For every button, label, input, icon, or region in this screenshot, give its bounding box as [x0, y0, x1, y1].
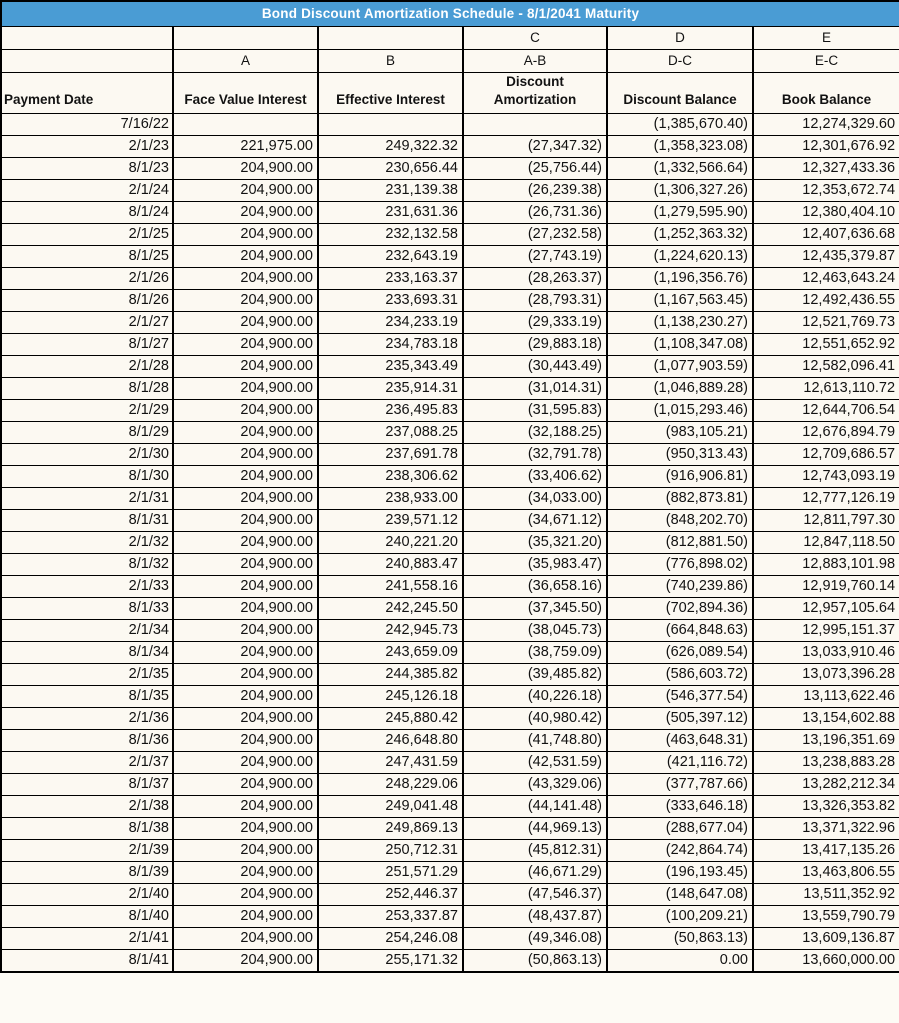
cell-payment-date: 8/1/39: [1, 861, 173, 883]
cell-face-value-interest: 204,900.00: [173, 905, 318, 927]
header-payment-date: Payment Date: [1, 72, 173, 113]
cell-book-balance: 12,676,894.79: [753, 421, 899, 443]
cell-payment-date: 2/1/29: [1, 399, 173, 421]
table-row: [1, 201, 899, 223]
cell-book-balance: 12,380,404.10: [753, 201, 899, 223]
cell-discount-amortization: (34,033.00): [463, 487, 607, 509]
cell-effective-interest: 245,880.42: [318, 707, 463, 729]
cell-effective-interest: 232,132.58: [318, 223, 463, 245]
cell-discount-amortization: (31,014.31): [463, 377, 607, 399]
cell-face-value-interest: 204,900.00: [173, 355, 318, 377]
cell-book-balance: 12,743,093.19: [753, 465, 899, 487]
cell-payment-date: 2/1/36: [1, 707, 173, 729]
cell-effective-interest: 240,221.20: [318, 531, 463, 553]
cell-face-value-interest: 204,900.00: [173, 861, 318, 883]
table-row: [1, 509, 899, 531]
cell-discount-balance: (983,105.21): [607, 421, 753, 443]
cell-face-value-interest: 204,900.00: [173, 531, 318, 553]
cell-discount-balance: (288,677.04): [607, 817, 753, 839]
cell-effective-interest: 233,693.31: [318, 289, 463, 311]
cell-discount-amortization: (48,437.87): [463, 905, 607, 927]
formula-cell-b: B: [318, 49, 463, 72]
cell-discount-balance: (1,167,563.45): [607, 289, 753, 311]
cell-discount-amortization: (40,980.42): [463, 707, 607, 729]
cell-face-value-interest: 204,900.00: [173, 223, 318, 245]
cell-book-balance: 12,463,643.24: [753, 267, 899, 289]
cell-discount-balance: (505,397.12): [607, 707, 753, 729]
table-row: [1, 795, 899, 817]
table-row: [1, 399, 899, 421]
cell-discount-amortization: (41,748.80): [463, 729, 607, 751]
table-row: [1, 553, 899, 575]
cell-face-value-interest: 204,900.00: [173, 245, 318, 267]
cell-discount-amortization: (43,329.06): [463, 773, 607, 795]
header-face-value-interest: Face Value Interest: [173, 72, 318, 113]
cell-effective-interest: 249,869.13: [318, 817, 463, 839]
header-discount-balance: Discount Balance: [607, 72, 753, 113]
cell-discount-balance: (882,873.81): [607, 487, 753, 509]
cell-discount-balance: (776,898.02): [607, 553, 753, 575]
cell-discount-amortization: (38,045.73): [463, 619, 607, 641]
cell-discount-amortization: (40,226.18): [463, 685, 607, 707]
header-discount-amortization: Discount Amortization: [463, 72, 607, 113]
cell-effective-interest: 239,571.12: [318, 509, 463, 531]
table-row: [1, 223, 899, 245]
cell-discount-amortization: (38,759.09): [463, 641, 607, 663]
cell-face-value-interest: 204,900.00: [173, 179, 318, 201]
cell-book-balance: 12,883,101.98: [753, 553, 899, 575]
cell-payment-date: 2/1/35: [1, 663, 173, 685]
header-book-balance: Book Balance: [753, 72, 899, 113]
cell-face-value-interest: 204,900.00: [173, 311, 318, 333]
cell-book-balance: 13,073,396.28: [753, 663, 899, 685]
cell-face-value-interest: 204,900.00: [173, 729, 318, 751]
cell-discount-balance: (242,864.74): [607, 839, 753, 861]
table-row: [1, 289, 899, 311]
cell-payment-date: 8/1/34: [1, 641, 173, 663]
cell-book-balance: 12,644,706.54: [753, 399, 899, 421]
cell-payment-date: 2/1/28: [1, 355, 173, 377]
cell-effective-interest: 230,656.44: [318, 157, 463, 179]
column-letter-row-1: [1, 26, 899, 49]
cell-discount-balance: (586,603.72): [607, 663, 753, 685]
cell-payment-date: 8/1/35: [1, 685, 173, 707]
cell-discount-amortization: (34,671.12): [463, 509, 607, 531]
cell-payment-date: 2/1/25: [1, 223, 173, 245]
cell-effective-interest: 241,558.16: [318, 575, 463, 597]
cell-effective-interest: 244,385.82: [318, 663, 463, 685]
cell-face-value-interest: 204,900.00: [173, 575, 318, 597]
table-row: [1, 949, 899, 972]
cell-effective-interest: 235,914.31: [318, 377, 463, 399]
cell-face-value-interest: 204,900.00: [173, 883, 318, 905]
cell-face-value-interest: 204,900.00: [173, 487, 318, 509]
table-row: [1, 311, 899, 333]
cell-book-balance: 13,511,352.92: [753, 883, 899, 905]
cell-effective-interest: 253,337.87: [318, 905, 463, 927]
cell-discount-balance: (1,252,363.32): [607, 223, 753, 245]
cell-payment-date: 8/1/38: [1, 817, 173, 839]
cell-face-value-interest: 204,900.00: [173, 421, 318, 443]
cell-effective-interest: 251,571.29: [318, 861, 463, 883]
cell-face-value-interest: 204,900.00: [173, 509, 318, 531]
cell-face-value-interest: 204,900.00: [173, 751, 318, 773]
formula-cell-a: A: [173, 49, 318, 72]
formula-cell-a-minus-b: A-B: [463, 49, 607, 72]
cell-discount-amortization: (47,546.37): [463, 883, 607, 905]
cell-effective-interest: 242,245.50: [318, 597, 463, 619]
cell-book-balance: 13,559,790.79: [753, 905, 899, 927]
cell-effective-interest: 237,691.78: [318, 443, 463, 465]
letter-cell-d: D: [607, 26, 753, 49]
cell-face-value-interest: 204,900.00: [173, 927, 318, 949]
cell-face-value-interest: 204,900.00: [173, 333, 318, 355]
cell-book-balance: 12,957,105.64: [753, 597, 899, 619]
cell-discount-amortization: (35,321.20): [463, 531, 607, 553]
cell-discount-balance: (1,077,903.59): [607, 355, 753, 377]
cell-book-balance: 12,551,652.92: [753, 333, 899, 355]
cell-discount-balance: (1,196,356.76): [607, 267, 753, 289]
cell-discount-balance: (1,358,323.08): [607, 135, 753, 157]
table-title: Bond Discount Amortization Schedule - 8/1/2041 Maturity: [1, 1, 899, 26]
letter-cell: [173, 26, 318, 49]
cell-discount-balance: (1,138,230.27): [607, 311, 753, 333]
cell-discount-amortization: (25,756.44): [463, 157, 607, 179]
cell-effective-interest: 231,139.38: [318, 179, 463, 201]
table-row: [1, 751, 899, 773]
cell-discount-balance: (916,906.81): [607, 465, 753, 487]
cell-face-value-interest: 204,900.00: [173, 157, 318, 179]
cell-payment-date: 8/1/29: [1, 421, 173, 443]
table-row: [1, 905, 899, 927]
letter-cell-c: C: [463, 26, 607, 49]
cell-effective-interest: 250,712.31: [318, 839, 463, 861]
cell-discount-balance: (1,385,670.40): [607, 113, 753, 135]
cell-book-balance: 12,301,676.92: [753, 135, 899, 157]
cell-effective-interest: 236,495.83: [318, 399, 463, 421]
cell-face-value-interest: 204,900.00: [173, 619, 318, 641]
table-row: [1, 377, 899, 399]
cell-book-balance: 12,847,118.50: [753, 531, 899, 553]
cell-payment-date: 2/1/37: [1, 751, 173, 773]
cell-discount-amortization: (39,485.82): [463, 663, 607, 685]
formula-cell-d-minus-c: D-C: [607, 49, 753, 72]
cell-effective-interest: 243,659.09: [318, 641, 463, 663]
cell-book-balance: 12,327,433.36: [753, 157, 899, 179]
cell-book-balance: 13,282,212.34: [753, 773, 899, 795]
letter-cell-e: E: [753, 26, 899, 49]
table-row: [1, 817, 899, 839]
table-row: [1, 685, 899, 707]
cell-book-balance: 13,154,602.88: [753, 707, 899, 729]
cell-discount-amortization: (36,658.16): [463, 575, 607, 597]
cell-discount-balance: (1,046,889.28): [607, 377, 753, 399]
cell-discount-balance: (812,881.50): [607, 531, 753, 553]
cell-book-balance: 13,609,136.87: [753, 927, 899, 949]
table-row: [1, 927, 899, 949]
cell-discount-balance: (1,332,566.64): [607, 157, 753, 179]
cell-book-balance: 13,417,135.26: [753, 839, 899, 861]
cell-discount-balance: (377,787.66): [607, 773, 753, 795]
cell-payment-date: 8/1/41: [1, 949, 173, 972]
cell-discount-balance: (546,377.54): [607, 685, 753, 707]
cell-payment-date: 2/1/40: [1, 883, 173, 905]
cell-effective-interest: 249,322.32: [318, 135, 463, 157]
cell-effective-interest: 242,945.73: [318, 619, 463, 641]
cell-book-balance: 12,353,672.74: [753, 179, 899, 201]
cell-payment-date: 7/16/22: [1, 113, 173, 135]
cell-face-value-interest: 204,900.00: [173, 641, 318, 663]
cell-payment-date: 2/1/31: [1, 487, 173, 509]
cell-effective-interest: 234,783.18: [318, 333, 463, 355]
letter-cell: [318, 26, 463, 49]
cell-discount-amortization: (29,333.19): [463, 311, 607, 333]
cell-book-balance: 12,582,096.41: [753, 355, 899, 377]
cell-face-value-interest: 221,975.00: [173, 135, 318, 157]
cell-discount-amortization: (42,531.59): [463, 751, 607, 773]
cell-payment-date: 2/1/24: [1, 179, 173, 201]
table-body: [1, 113, 899, 972]
cell-effective-interest: 234,233.19: [318, 311, 463, 333]
cell-face-value-interest: 204,900.00: [173, 399, 318, 421]
cell-discount-balance: (1,306,327.26): [607, 179, 753, 201]
table-row: [1, 729, 899, 751]
cell-effective-interest: 238,933.00: [318, 487, 463, 509]
cell-payment-date: 8/1/24: [1, 201, 173, 223]
cell-face-value-interest: 204,900.00: [173, 289, 318, 311]
cell-face-value-interest: 204,900.00: [173, 685, 318, 707]
table-row: [1, 487, 899, 509]
table-row: [1, 113, 899, 135]
letter-cell: [1, 26, 173, 49]
cell-face-value-interest: 204,900.00: [173, 795, 318, 817]
cell-discount-amortization: (37,345.50): [463, 597, 607, 619]
cell-payment-date: 8/1/32: [1, 553, 173, 575]
cell-discount-amortization: (33,406.62): [463, 465, 607, 487]
cell-discount-amortization: (32,791.78): [463, 443, 607, 465]
cell-discount-balance: 0.00: [607, 949, 753, 972]
cell-payment-date: 8/1/40: [1, 905, 173, 927]
cell-book-balance: 13,113,622.46: [753, 685, 899, 707]
cell-discount-amortization: (35,983.47): [463, 553, 607, 575]
table-row: [1, 773, 899, 795]
cell-payment-date: 8/1/25: [1, 245, 173, 267]
cell-face-value-interest: 204,900.00: [173, 465, 318, 487]
cell-payment-date: 2/1/26: [1, 267, 173, 289]
cell-discount-amortization: (29,883.18): [463, 333, 607, 355]
cell-discount-balance: (664,848.63): [607, 619, 753, 641]
table-row: [1, 839, 899, 861]
cell-book-balance: 12,435,379.87: [753, 245, 899, 267]
cell-effective-interest: 233,163.37: [318, 267, 463, 289]
cell-effective-interest: 246,648.80: [318, 729, 463, 751]
cell-discount-amortization: (44,141.48): [463, 795, 607, 817]
header-effective-interest: Effective Interest: [318, 72, 463, 113]
table-row: [1, 465, 899, 487]
cell-discount-amortization: (31,595.83): [463, 399, 607, 421]
cell-payment-date: 8/1/33: [1, 597, 173, 619]
column-header-row: [1, 72, 899, 113]
table-row: [1, 707, 899, 729]
cell-effective-interest: 240,883.47: [318, 553, 463, 575]
cell-discount-amortization: (50,863.13): [463, 949, 607, 972]
table-row: [1, 157, 899, 179]
cell-payment-date: 8/1/37: [1, 773, 173, 795]
cell-payment-date: 8/1/31: [1, 509, 173, 531]
table-row: [1, 245, 899, 267]
cell-discount-amortization: (44,969.13): [463, 817, 607, 839]
cell-book-balance: 12,407,636.68: [753, 223, 899, 245]
cell-book-balance: 13,196,351.69: [753, 729, 899, 751]
cell-face-value-interest: 204,900.00: [173, 817, 318, 839]
cell-payment-date: 8/1/30: [1, 465, 173, 487]
cell-discount-balance: (626,089.54): [607, 641, 753, 663]
cell-discount-amortization: (32,188.25): [463, 421, 607, 443]
cell-book-balance: 12,777,126.19: [753, 487, 899, 509]
table-row: [1, 443, 899, 465]
cell-payment-date: 8/1/23: [1, 157, 173, 179]
column-letter-row-2: [1, 49, 899, 72]
cell-book-balance: 12,521,769.73: [753, 311, 899, 333]
cell-face-value-interest: 204,900.00: [173, 377, 318, 399]
cell-discount-amortization: (49,346.08): [463, 927, 607, 949]
table-row: [1, 597, 899, 619]
table-row: [1, 135, 899, 157]
table-title-row: [1, 1, 899, 26]
cell-discount-balance: (1,224,620.13): [607, 245, 753, 267]
cell-book-balance: 12,613,110.72: [753, 377, 899, 399]
cell-discount-amortization: (27,347.32): [463, 135, 607, 157]
formula-cell: [1, 49, 173, 72]
cell-book-balance: 12,492,436.55: [753, 289, 899, 311]
table-row: [1, 267, 899, 289]
cell-discount-amortization: (28,263.37): [463, 267, 607, 289]
cell-effective-interest: 254,246.08: [318, 927, 463, 949]
cell-effective-interest: 237,088.25: [318, 421, 463, 443]
table-row: [1, 575, 899, 597]
cell-book-balance: 12,995,151.37: [753, 619, 899, 641]
cell-discount-balance: (740,239.86): [607, 575, 753, 597]
cell-payment-date: 8/1/28: [1, 377, 173, 399]
cell-face-value-interest: 204,900.00: [173, 707, 318, 729]
cell-payment-date: 2/1/33: [1, 575, 173, 597]
cell-book-balance: 12,274,329.60: [753, 113, 899, 135]
cell-discount-balance: (848,202.70): [607, 509, 753, 531]
cell-book-balance: 12,709,686.57: [753, 443, 899, 465]
cell-effective-interest: 247,431.59: [318, 751, 463, 773]
cell-effective-interest: 235,343.49: [318, 355, 463, 377]
cell-face-value-interest: 204,900.00: [173, 597, 318, 619]
cell-book-balance: 13,326,353.82: [753, 795, 899, 817]
cell-payment-date: 8/1/26: [1, 289, 173, 311]
cell-book-balance: 13,238,883.28: [753, 751, 899, 773]
formula-cell-e-minus-c: E-C: [753, 49, 899, 72]
cell-face-value-interest: 204,900.00: [173, 839, 318, 861]
cell-payment-date: 8/1/36: [1, 729, 173, 751]
table-row: [1, 663, 899, 685]
table-row: [1, 333, 899, 355]
cell-book-balance: 13,371,322.96: [753, 817, 899, 839]
cell-payment-date: 8/1/27: [1, 333, 173, 355]
table-row: [1, 179, 899, 201]
cell-discount-balance: (1,015,293.46): [607, 399, 753, 421]
table-row: [1, 531, 899, 553]
cell-effective-interest: 255,171.32: [318, 949, 463, 972]
table-row: [1, 619, 899, 641]
cell-payment-date: 2/1/27: [1, 311, 173, 333]
cell-effective-interest: 245,126.18: [318, 685, 463, 707]
cell-discount-amortization: (26,731.36): [463, 201, 607, 223]
cell-book-balance: 12,919,760.14: [753, 575, 899, 597]
cell-discount-balance: (1,108,347.08): [607, 333, 753, 355]
cell-discount-amortization: (27,232.58): [463, 223, 607, 245]
cell-face-value-interest: 204,900.00: [173, 773, 318, 795]
cell-payment-date: 2/1/23: [1, 135, 173, 157]
cell-discount-amortization: (26,239.38): [463, 179, 607, 201]
cell-discount-balance: (702,894.36): [607, 597, 753, 619]
cell-effective-interest: 231,631.36: [318, 201, 463, 223]
cell-discount-balance: (463,648.31): [607, 729, 753, 751]
cell-book-balance: 12,811,797.30: [753, 509, 899, 531]
cell-face-value-interest: 204,900.00: [173, 443, 318, 465]
cell-effective-interest: [318, 113, 463, 135]
cell-discount-amortization: (45,812.31): [463, 839, 607, 861]
cell-discount-balance: (50,863.13): [607, 927, 753, 949]
cell-discount-balance: (100,209.21): [607, 905, 753, 927]
table-row: [1, 421, 899, 443]
cell-book-balance: 13,660,000.00: [753, 949, 899, 972]
cell-discount-balance: (148,647.08): [607, 883, 753, 905]
table-row: [1, 861, 899, 883]
cell-face-value-interest: 204,900.00: [173, 663, 318, 685]
cell-effective-interest: 232,643.19: [318, 245, 463, 267]
cell-effective-interest: 249,041.48: [318, 795, 463, 817]
cell-discount-balance: (333,646.18): [607, 795, 753, 817]
cell-face-value-interest: [173, 113, 318, 135]
cell-face-value-interest: 204,900.00: [173, 553, 318, 575]
cell-face-value-interest: 204,900.00: [173, 201, 318, 223]
cell-discount-amortization: (46,671.29): [463, 861, 607, 883]
cell-discount-amortization: [463, 113, 607, 135]
cell-discount-balance: (196,193.45): [607, 861, 753, 883]
cell-discount-amortization: (28,793.31): [463, 289, 607, 311]
table-row: [1, 355, 899, 377]
cell-discount-balance: (1,279,595.90): [607, 201, 753, 223]
cell-payment-date: 2/1/30: [1, 443, 173, 465]
cell-discount-balance: (421,116.72): [607, 751, 753, 773]
cell-face-value-interest: 204,900.00: [173, 267, 318, 289]
cell-discount-amortization: (27,743.19): [463, 245, 607, 267]
cell-effective-interest: 248,229.06: [318, 773, 463, 795]
cell-payment-date: 2/1/39: [1, 839, 173, 861]
cell-effective-interest: 238,306.62: [318, 465, 463, 487]
cell-book-balance: 13,033,910.46: [753, 641, 899, 663]
cell-discount-balance: (950,313.43): [607, 443, 753, 465]
cell-payment-date: 2/1/32: [1, 531, 173, 553]
cell-face-value-interest: 204,900.00: [173, 949, 318, 972]
table-row: [1, 883, 899, 905]
cell-payment-date: 2/1/38: [1, 795, 173, 817]
cell-book-balance: 13,463,806.55: [753, 861, 899, 883]
cell-effective-interest: 252,446.37: [318, 883, 463, 905]
cell-payment-date: 2/1/41: [1, 927, 173, 949]
cell-payment-date: 2/1/34: [1, 619, 173, 641]
cell-discount-amortization: (30,443.49): [463, 355, 607, 377]
table-row: [1, 641, 899, 663]
